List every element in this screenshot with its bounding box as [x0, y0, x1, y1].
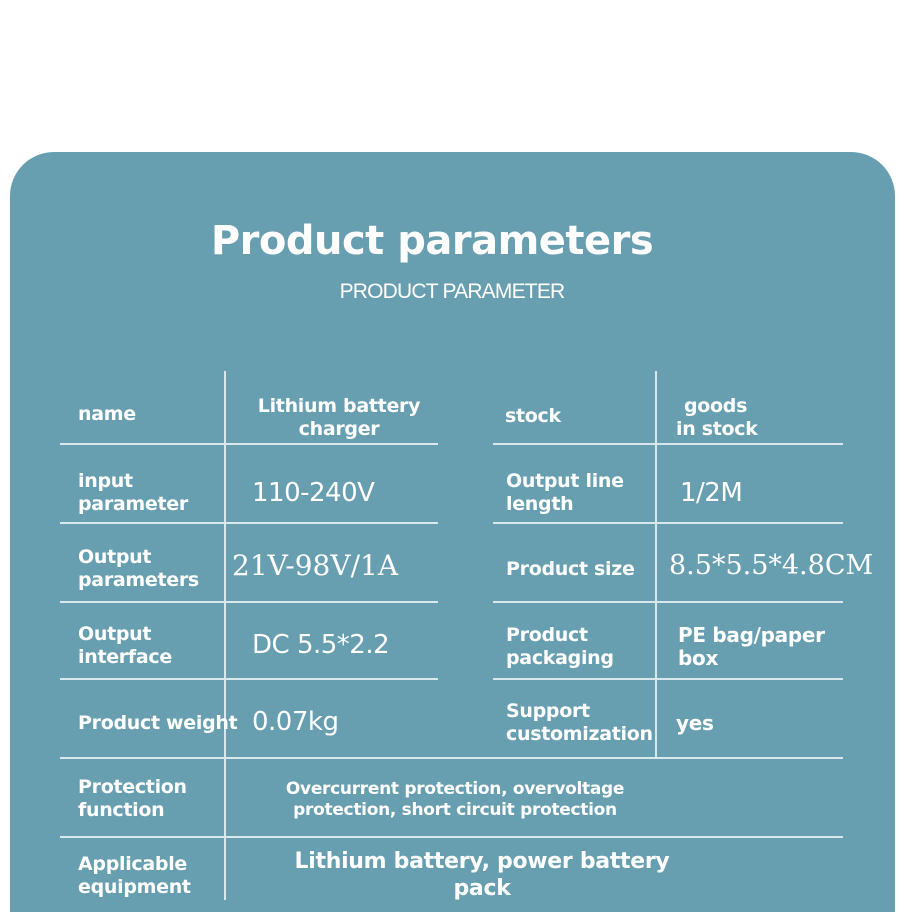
table-divider [493, 678, 843, 680]
param-label-weight: Product weight [78, 712, 238, 734]
table-divider [493, 522, 843, 524]
table-divider [655, 371, 657, 758]
param-value-product-size: 8.5*5.5*4.8CM [669, 550, 874, 581]
table-divider [60, 522, 438, 524]
param-value-equipment: Lithium battery, power battery pack [294, 849, 670, 901]
table-divider [493, 601, 843, 603]
page-subtitle: PRODUCT PARAMETER [339, 280, 565, 303]
param-label-protection: Protection function [78, 776, 187, 821]
param-value-input: 110-240V [252, 478, 375, 508]
param-value-output-interface: DC 5.5*2.2 [252, 630, 390, 660]
param-value-output-line: 1/2M [680, 478, 743, 508]
param-label-customization: Support customization [506, 700, 653, 745]
param-label-stock: stock [505, 405, 561, 427]
param-value-protection: Overcurrent protection, overvoltage protection, short circuit protection [285, 779, 625, 820]
param-value-output-parameters: 21V-98V/1A [232, 549, 399, 582]
table-divider [493, 443, 843, 445]
table-divider [60, 836, 843, 838]
table-divider [60, 601, 438, 603]
table-divider [60, 678, 438, 680]
param-value-stock: goods in stock [676, 395, 758, 440]
param-value-weight: 0.07kg [252, 707, 339, 737]
param-value-customization: yes [676, 711, 714, 735]
param-label-output-interface: Output interface [78, 623, 172, 668]
table-divider [60, 757, 843, 759]
param-value-name: Lithium battery charger [257, 395, 421, 440]
table-divider [60, 443, 438, 445]
param-label-name: name [78, 403, 136, 425]
param-label-input: input parameter [78, 470, 188, 515]
table-divider [224, 371, 226, 900]
param-label-product-size: Product size [506, 558, 635, 580]
param-label-output-parameters: Output parameters [78, 546, 199, 591]
param-label-output-line: Output line length [506, 470, 624, 515]
param-label-packaging: Product packaging [506, 624, 614, 669]
page-title: Product parameters [210, 218, 654, 264]
param-label-equipment: Applicable equipment [78, 853, 191, 898]
param-value-packaging: PE bag/paper box [678, 623, 825, 670]
